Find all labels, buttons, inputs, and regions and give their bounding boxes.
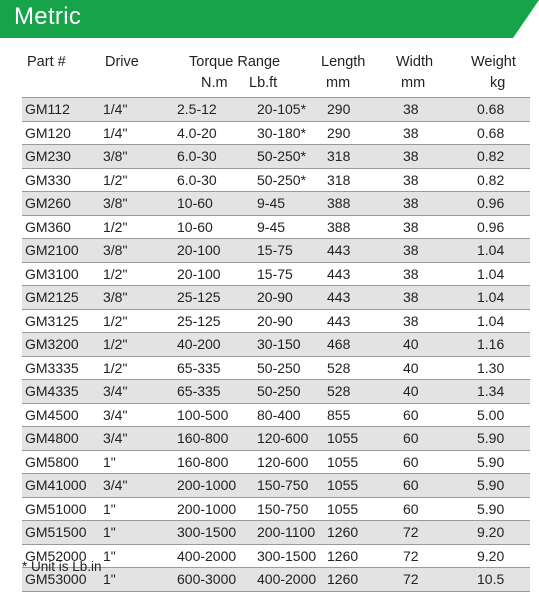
drive-cell: 1" [100,450,174,474]
width-cell: 38 [400,286,474,310]
lbft-cell: 400-2000 [254,568,324,592]
lbft-cell: 150-750 [254,474,324,498]
table-header [0,50,539,96]
part-cell: GM4500 [22,403,100,427]
nm-cell: 6.0-30 [174,145,254,169]
weight-cell: 9.20 [474,521,530,545]
table-row [22,474,530,498]
width-cell: 40 [400,333,474,357]
drive-cell: 1/2" [100,168,174,192]
part-cell: GM120 [22,121,100,145]
lbft-cell: 9-45 [254,215,324,239]
lbft-cell: 300-1500 [254,544,324,568]
weight-cell: 5.90 [474,474,530,498]
width-cell: 38 [400,145,474,169]
width-cell: 38 [400,262,474,286]
nm-cell: 100-500 [174,403,254,427]
table-row [22,403,530,427]
width-cell: 38 [400,98,474,122]
length-cell: 1260 [324,521,400,545]
header-width: Width [396,54,434,70]
table-row [22,521,530,545]
part-cell: GM41000 [22,474,100,498]
weight-cell: 9.20 [474,544,530,568]
lbft-cell: 9-45 [254,192,324,216]
length-cell: 290 [324,121,400,145]
nm-cell: 4.0-20 [174,121,254,145]
drive-cell: 1/2" [100,215,174,239]
table-row [22,286,530,310]
weight-cell: 1.04 [474,309,530,333]
drive-cell: 1/2" [100,309,174,333]
width-cell: 38 [400,239,474,263]
width-cell: 72 [400,521,474,545]
drive-cell: 3/8" [100,239,174,263]
metric-banner [0,0,539,38]
drive-cell: 3/4" [100,474,174,498]
width-cell: 60 [400,474,474,498]
part-cell: GM4800 [22,427,100,451]
nm-cell: 160-800 [174,427,254,451]
length-cell: 443 [324,239,400,263]
lbft-cell: 20-90 [254,309,324,333]
weight-cell: 1.04 [474,262,530,286]
drive-cell: 3/4" [100,380,174,404]
weight-cell: 10.5 [474,568,530,592]
part-cell: GM112 [22,98,100,122]
footnote: * Unit is Lb.in [22,559,102,574]
length-cell: 1055 [324,427,400,451]
weight-cell: 5.90 [474,497,530,521]
drive-cell: 1/2" [100,333,174,357]
nm-cell: 65-335 [174,380,254,404]
part-cell: GM3125 [22,309,100,333]
table-row [22,239,530,263]
width-cell: 72 [400,544,474,568]
lbft-cell: 50-250* [254,168,324,192]
length-cell: 388 [324,192,400,216]
length-cell: 318 [324,168,400,192]
part-cell: GM3100 [22,262,100,286]
lbft-cell: 15-75 [254,239,324,263]
table-row [22,98,530,122]
length-cell: 443 [324,309,400,333]
length-cell: 468 [324,333,400,357]
length-cell: 443 [324,286,400,310]
table-row [22,168,530,192]
drive-cell: 1" [100,568,174,592]
length-cell: 1055 [324,450,400,474]
nm-cell: 6.0-30 [174,168,254,192]
weight-cell: 5.00 [474,403,530,427]
lbft-cell: 50-250 [254,356,324,380]
weight-cell: 1.04 [474,286,530,310]
part-cell: GM3200 [22,333,100,357]
part-cell: GM260 [22,192,100,216]
table-row [22,427,530,451]
nm-cell: 20-100 [174,262,254,286]
drive-cell: 1" [100,521,174,545]
table-row [22,145,530,169]
length-cell: 855 [324,403,400,427]
table-row [22,121,530,145]
part-cell: GM2125 [22,286,100,310]
length-cell: 1055 [324,497,400,521]
header-length: Length [321,54,366,70]
length-cell: 528 [324,380,400,404]
part-cell: GM330 [22,168,100,192]
nm-cell: 400-2000 [174,544,254,568]
width-cell: 38 [400,168,474,192]
table-row [22,192,530,216]
weight-cell: 0.82 [474,145,530,169]
width-cell: 60 [400,427,474,451]
table-row [22,333,530,357]
nm-cell: 25-125 [174,286,254,310]
width-cell: 38 [400,309,474,333]
lbft-cell: 30-180* [254,121,324,145]
length-cell: 290 [324,98,400,122]
drive-cell: 3/8" [100,192,174,216]
lbft-cell: 50-250* [254,145,324,169]
length-cell: 1260 [324,568,400,592]
drive-cell: 1/2" [100,356,174,380]
part-cell: GM5800 [22,450,100,474]
header-weight-unit: kg [490,75,506,91]
part-cell: GM51500 [22,521,100,545]
nm-cell: 160-800 [174,450,254,474]
drive-cell: 1" [100,497,174,521]
table-row [22,215,530,239]
weight-cell: 0.68 [474,98,530,122]
nm-cell: 600-3000 [174,568,254,592]
lbft-cell: 120-600 [254,427,324,451]
header-nm: N.m [201,75,228,91]
lbft-cell: 15-75 [254,262,324,286]
table-row [22,497,530,521]
weight-cell: 1.34 [474,380,530,404]
width-cell: 38 [400,121,474,145]
lbft-cell: 20-105* [254,98,324,122]
nm-cell: 20-100 [174,239,254,263]
header-torque-range: Torque Range [189,54,281,70]
part-cell: GM52000 [22,544,100,568]
header-lbft: Lb.ft [249,75,278,91]
drive-cell: 3/8" [100,286,174,310]
width-cell: 40 [400,356,474,380]
width-cell: 38 [400,192,474,216]
width-cell: 38 [400,215,474,239]
weight-cell: 1.04 [474,239,530,263]
width-cell: 72 [400,568,474,592]
header-length-unit: mm [326,75,351,91]
drive-cell: 1" [100,544,174,568]
lbft-cell: 200-1100 [254,521,324,545]
header-weight: Weight [471,54,516,70]
drive-cell: 1/4" [100,121,174,145]
nm-cell: 200-1000 [174,497,254,521]
nm-cell: 200-1000 [174,474,254,498]
part-cell: GM4335 [22,380,100,404]
header-drive: Drive [105,54,139,70]
part-cell: GM51000 [22,497,100,521]
part-cell: GM2100 [22,239,100,263]
table-row [22,309,530,333]
width-cell: 60 [400,497,474,521]
weight-cell: 5.90 [474,427,530,451]
nm-cell: 65-335 [174,356,254,380]
table-row [22,262,530,286]
part-cell: GM360 [22,215,100,239]
length-cell: 443 [324,262,400,286]
length-cell: 388 [324,215,400,239]
lbft-cell: 50-250 [254,380,324,404]
banner-title: Metric [14,3,82,30]
lbft-cell: 120-600 [254,450,324,474]
lbft-cell: 20-90 [254,286,324,310]
weight-cell: 1.30 [474,356,530,380]
drive-cell: 1/2" [100,262,174,286]
length-cell: 1260 [324,544,400,568]
nm-cell: 10-60 [174,192,254,216]
length-cell: 528 [324,356,400,380]
width-cell: 60 [400,450,474,474]
header-width-unit: mm [401,75,426,91]
specs-table [22,97,530,592]
header-part: Part # [27,54,66,70]
drive-cell: 3/8" [100,145,174,169]
weight-cell: 5.90 [474,450,530,474]
drive-cell: 3/4" [100,427,174,451]
part-cell: GM230 [22,145,100,169]
nm-cell: 300-1500 [174,521,254,545]
nm-cell: 10-60 [174,215,254,239]
weight-cell: 0.96 [474,192,530,216]
drive-cell: 1/4" [100,98,174,122]
table-row [22,356,530,380]
lbft-cell: 150-750 [254,497,324,521]
part-cell: GM3335 [22,356,100,380]
drive-cell: 3/4" [100,403,174,427]
lbft-cell: 80-400 [254,403,324,427]
width-cell: 40 [400,380,474,404]
weight-cell: 0.68 [474,121,530,145]
nm-cell: 2.5-12 [174,98,254,122]
table-row [22,450,530,474]
length-cell: 318 [324,145,400,169]
lbft-cell: 30-150 [254,333,324,357]
nm-cell: 25-125 [174,309,254,333]
width-cell: 60 [400,403,474,427]
weight-cell: 0.96 [474,215,530,239]
weight-cell: 1.16 [474,333,530,357]
weight-cell: 0.82 [474,168,530,192]
nm-cell: 40-200 [174,333,254,357]
length-cell: 1055 [324,474,400,498]
part-cell: GM53000 [22,568,100,592]
table-row [22,380,530,404]
